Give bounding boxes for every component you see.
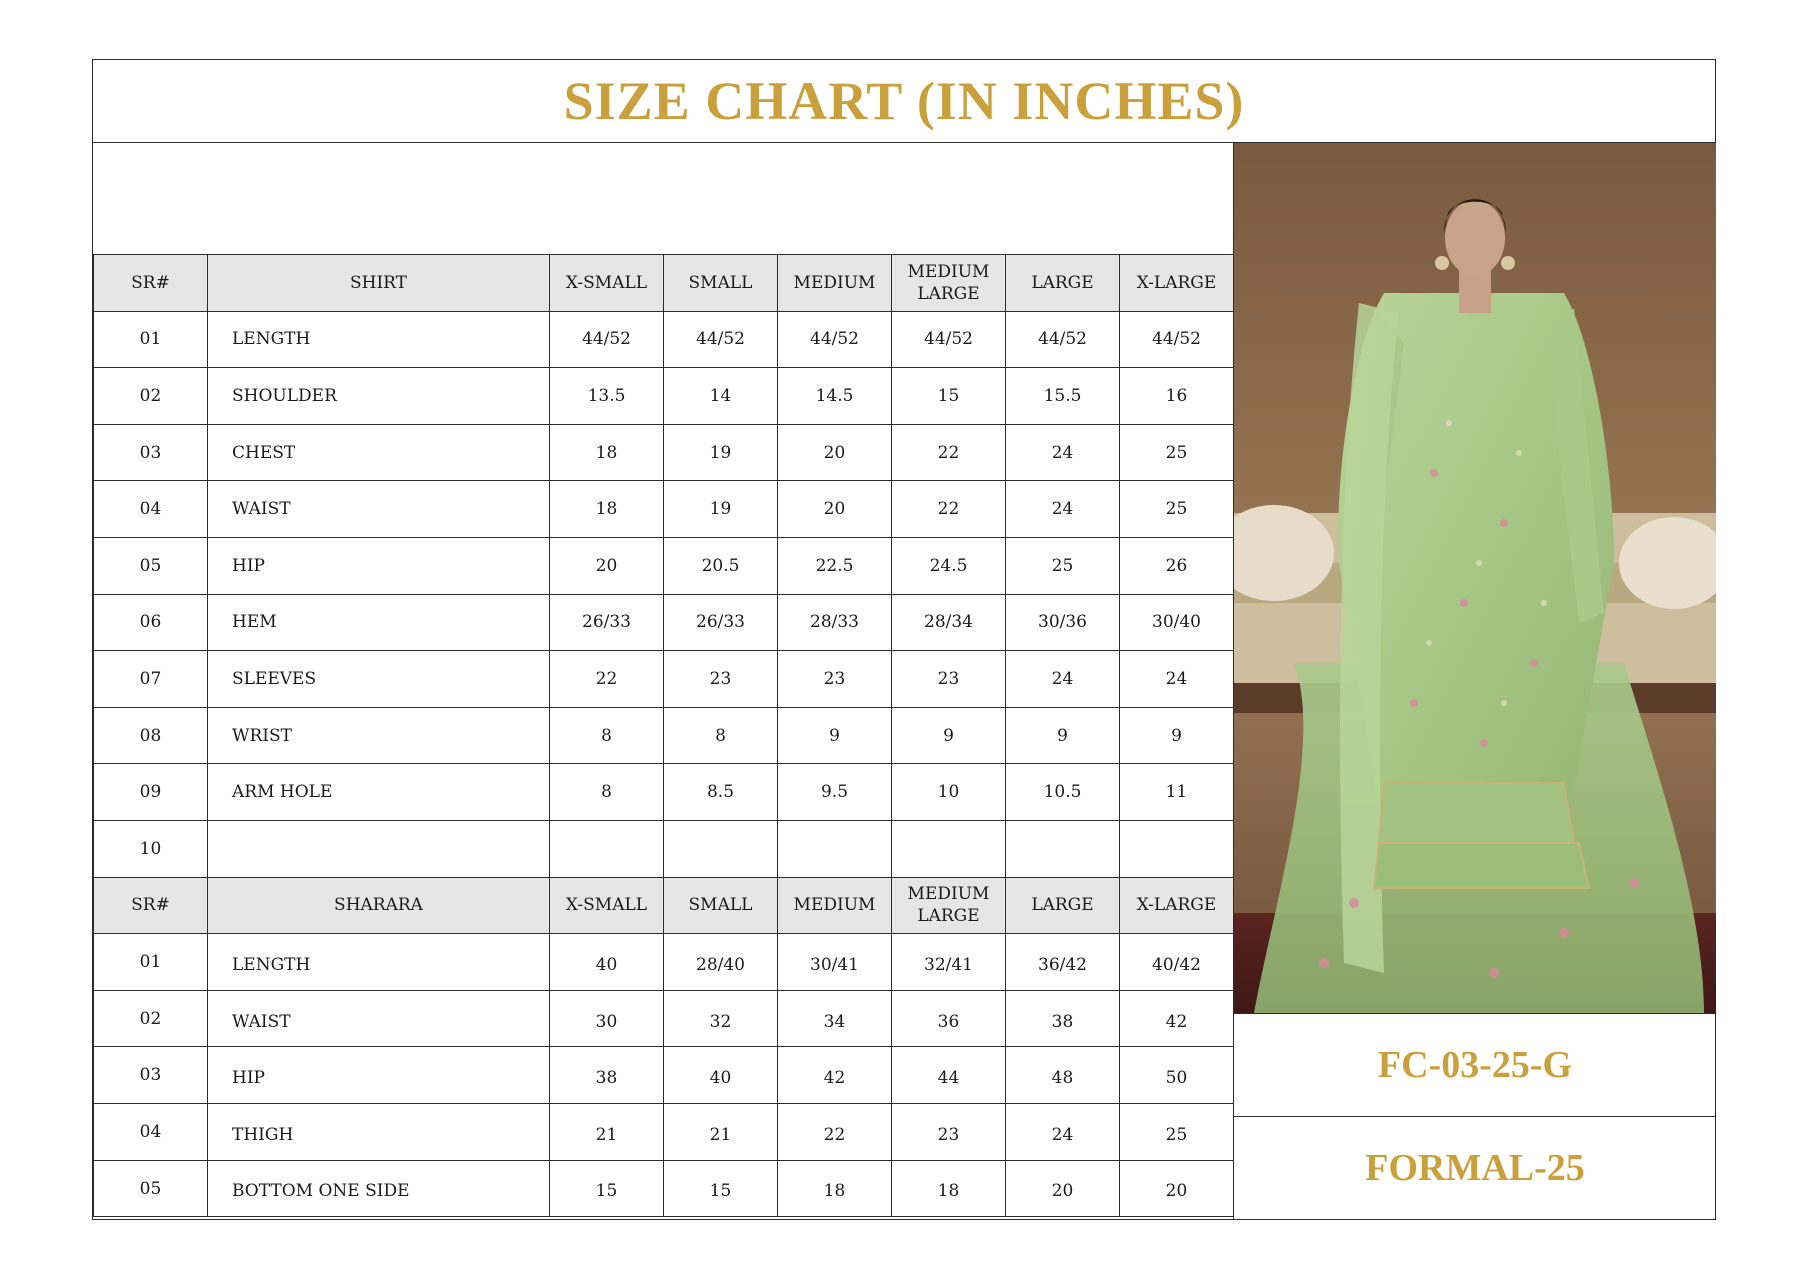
column-header: SMALL — [664, 877, 778, 934]
sr-cell: 06 — [94, 594, 208, 651]
size-value-cell: 23 — [892, 1103, 1006, 1160]
sr-cell: 07 — [94, 651, 208, 708]
size-value-cell: 30/40 — [1120, 594, 1234, 651]
size-value-cell: 20 — [550, 537, 664, 594]
measurement-name-cell: HEM — [208, 594, 550, 651]
size-value-cell: 26/33 — [550, 594, 664, 651]
size-value-cell: 24 — [1006, 1103, 1120, 1160]
sharara-table-row — [94, 934, 1234, 991]
size-value-cell: 10.5 — [1006, 764, 1120, 821]
size-value-cell: 44/52 — [664, 311, 778, 368]
size-value-cell: 9.5 — [778, 764, 892, 821]
size-value-cell: 25 — [1120, 481, 1234, 538]
size-table — [93, 254, 1234, 1217]
size-value-cell: 19 — [664, 481, 778, 538]
sharara-table-row — [94, 1103, 1234, 1160]
size-value-cell: 13.5 — [550, 368, 664, 425]
column-header: MEDIUM — [778, 877, 892, 934]
column-header: MEDIUM LARGE — [892, 255, 1006, 312]
sr-cell: 01 — [94, 311, 208, 368]
column-header: MEDIUM LARGE — [892, 877, 1006, 934]
size-value-cell: 8.5 — [664, 764, 778, 821]
size-value-cell — [1006, 820, 1120, 877]
shirt-table-row — [94, 368, 1234, 425]
measurement-name-cell: WAIST — [208, 990, 550, 1047]
size-value-cell: 24 — [1006, 424, 1120, 481]
size-value-cell: 26/33 — [664, 594, 778, 651]
shirt-table-row — [94, 594, 1234, 651]
size-value-cell: 38 — [550, 1047, 664, 1104]
size-value-cell: 44/52 — [1120, 311, 1234, 368]
column-header: X-LARGE — [1120, 877, 1234, 934]
column-header: SHIRT — [208, 255, 550, 312]
sr-cell: 10 — [94, 820, 208, 877]
sharara-header-row — [94, 877, 1234, 934]
size-value-cell: 15 — [550, 1160, 664, 1217]
size-value-cell: 20 — [778, 424, 892, 481]
size-table-body — [94, 255, 1234, 1217]
size-value-cell — [664, 820, 778, 877]
size-value-cell: 23 — [892, 651, 1006, 708]
size-value-cell: 30/41 — [778, 934, 892, 991]
shirt-table-row — [94, 707, 1234, 764]
size-value-cell: 44/52 — [550, 311, 664, 368]
size-value-cell: 20 — [1120, 1160, 1234, 1217]
sr-cell: 02 — [94, 368, 208, 425]
size-value-cell: 48 — [1006, 1047, 1120, 1104]
shirt-table-row — [94, 481, 1234, 538]
collection-name: FORMAL-25 — [1365, 1147, 1585, 1189]
column-header: LARGE — [1006, 255, 1120, 312]
size-value-cell: 40 — [664, 1047, 778, 1104]
size-value-cell: 25 — [1120, 1103, 1234, 1160]
size-value-cell: 26 — [1120, 537, 1234, 594]
size-value-cell: 44/52 — [1006, 311, 1120, 368]
measurement-name-cell: HIP — [208, 1047, 550, 1104]
size-value-cell: 22.5 — [778, 537, 892, 594]
size-value-cell: 24.5 — [892, 537, 1006, 594]
size-value-cell: 11 — [1120, 764, 1234, 821]
product-photo — [1233, 143, 1716, 1013]
size-value-cell: 25 — [1120, 424, 1234, 481]
size-value-cell: 24 — [1006, 481, 1120, 538]
sr-cell: 01 — [94, 934, 208, 991]
size-value-cell: 16 — [1120, 368, 1234, 425]
model-photo-illustration — [1234, 143, 1716, 1013]
column-header: MEDIUM — [778, 255, 892, 312]
size-value-cell: 38 — [1006, 990, 1120, 1047]
measurement-name-cell: WAIST — [208, 481, 550, 538]
size-value-cell: 8 — [550, 707, 664, 764]
size-value-cell: 30/36 — [1006, 594, 1120, 651]
column-header: X-LARGE — [1120, 255, 1234, 312]
size-value-cell: 20 — [1006, 1160, 1120, 1217]
size-value-cell: 18 — [550, 481, 664, 538]
sr-cell: 04 — [94, 1103, 208, 1160]
sharara-table-row — [94, 990, 1234, 1047]
column-header: SMALL — [664, 255, 778, 312]
sr-cell: 05 — [94, 1160, 208, 1217]
sr-cell: 03 — [94, 1047, 208, 1104]
size-value-cell: 20 — [778, 481, 892, 538]
size-value-cell: 22 — [778, 1103, 892, 1160]
product-code: FC-03-25-G — [1377, 1044, 1573, 1086]
size-value-cell: 22 — [892, 481, 1006, 538]
column-header: X-SMALL — [550, 877, 664, 934]
size-value-cell: 24 — [1006, 651, 1120, 708]
sharara-table-row — [94, 1047, 1234, 1104]
size-value-cell: 15 — [892, 368, 1006, 425]
size-value-cell: 23 — [778, 651, 892, 708]
size-value-cell: 40/42 — [1120, 934, 1234, 991]
shirt-table-row — [94, 764, 1234, 821]
size-value-cell — [778, 820, 892, 877]
size-value-cell: 20.5 — [664, 537, 778, 594]
blank-header-area — [93, 143, 1233, 254]
shirt-table-row — [94, 820, 1234, 877]
size-value-cell: 10 — [892, 764, 1006, 821]
measurement-name-cell: CHEST — [208, 424, 550, 481]
size-value-cell: 32 — [664, 990, 778, 1047]
sr-cell: 03 — [94, 424, 208, 481]
size-value-cell: 22 — [892, 424, 1006, 481]
measurement-name-cell: WRIST — [208, 707, 550, 764]
shirt-header-row — [94, 255, 1234, 312]
size-value-cell: 23 — [664, 651, 778, 708]
size-value-cell: 28/34 — [892, 594, 1006, 651]
size-value-cell: 9 — [778, 707, 892, 764]
product-code-box — [1233, 1013, 1716, 1117]
title-row — [93, 60, 1715, 143]
size-value-cell: 21 — [664, 1103, 778, 1160]
measurement-name-cell: HIP — [208, 537, 550, 594]
column-header: SR# — [94, 255, 208, 312]
size-value-cell: 42 — [1120, 990, 1234, 1047]
size-value-cell: 50 — [1120, 1047, 1234, 1104]
collection-box — [1233, 1117, 1716, 1219]
size-value-cell: 15 — [664, 1160, 778, 1217]
measurement-name-cell: ARM HOLE — [208, 764, 550, 821]
size-value-cell — [550, 820, 664, 877]
measurement-name-cell: LENGTH — [208, 311, 550, 368]
size-value-cell: 14.5 — [778, 368, 892, 425]
column-header: SR# — [94, 877, 208, 934]
size-value-cell: 40 — [550, 934, 664, 991]
shirt-table-row — [94, 537, 1234, 594]
measurement-name-cell — [208, 820, 550, 877]
size-value-cell: 22 — [550, 651, 664, 708]
size-value-cell: 18 — [778, 1160, 892, 1217]
sr-cell: 05 — [94, 537, 208, 594]
shirt-table-row — [94, 311, 1234, 368]
size-value-cell: 9 — [1120, 707, 1234, 764]
size-value-cell: 8 — [550, 764, 664, 821]
size-value-cell: 28/40 — [664, 934, 778, 991]
size-value-cell: 32/41 — [892, 934, 1006, 991]
size-value-cell: 14 — [664, 368, 778, 425]
size-value-cell — [892, 820, 1006, 877]
sharara-table-row — [94, 1160, 1234, 1217]
size-value-cell: 21 — [550, 1103, 664, 1160]
size-value-cell: 9 — [892, 707, 1006, 764]
size-value-cell: 25 — [1006, 537, 1120, 594]
measurement-name-cell: BOTTOM ONE SIDE — [208, 1160, 550, 1217]
size-value-cell: 18 — [892, 1160, 1006, 1217]
measurement-name-cell: SHOULDER — [208, 368, 550, 425]
sr-cell: 08 — [94, 707, 208, 764]
size-value-cell: 18 — [550, 424, 664, 481]
size-value-cell: 19 — [664, 424, 778, 481]
size-value-cell: 28/33 — [778, 594, 892, 651]
sr-cell: 09 — [94, 764, 208, 821]
column-header: SHARARA — [208, 877, 550, 934]
sr-cell: 02 — [94, 990, 208, 1047]
measurement-name-cell: THIGH — [208, 1103, 550, 1160]
size-value-cell: 44/52 — [892, 311, 1006, 368]
size-value-cell: 44/52 — [778, 311, 892, 368]
size-value-cell — [1120, 820, 1234, 877]
page-title: SIZE CHART (IN INCHES) — [563, 71, 1245, 131]
size-value-cell: 24 — [1120, 651, 1234, 708]
size-value-cell: 42 — [778, 1047, 892, 1104]
size-chart-frame — [92, 59, 1716, 1220]
column-header: X-SMALL — [550, 255, 664, 312]
shirt-table-row — [94, 651, 1234, 708]
size-value-cell: 9 — [1006, 707, 1120, 764]
size-value-cell: 44 — [892, 1047, 1006, 1104]
column-header: LARGE — [1006, 877, 1120, 934]
sr-cell: 04 — [94, 481, 208, 538]
measurement-name-cell: SLEEVES — [208, 651, 550, 708]
shirt-table-row — [94, 424, 1234, 481]
size-value-cell: 30 — [550, 990, 664, 1047]
size-value-cell: 36/42 — [1006, 934, 1120, 991]
size-value-cell: 34 — [778, 990, 892, 1047]
measurement-name-cell: LENGTH — [208, 934, 550, 991]
size-value-cell: 8 — [664, 707, 778, 764]
size-value-cell: 36 — [892, 990, 1006, 1047]
size-value-cell: 15.5 — [1006, 368, 1120, 425]
